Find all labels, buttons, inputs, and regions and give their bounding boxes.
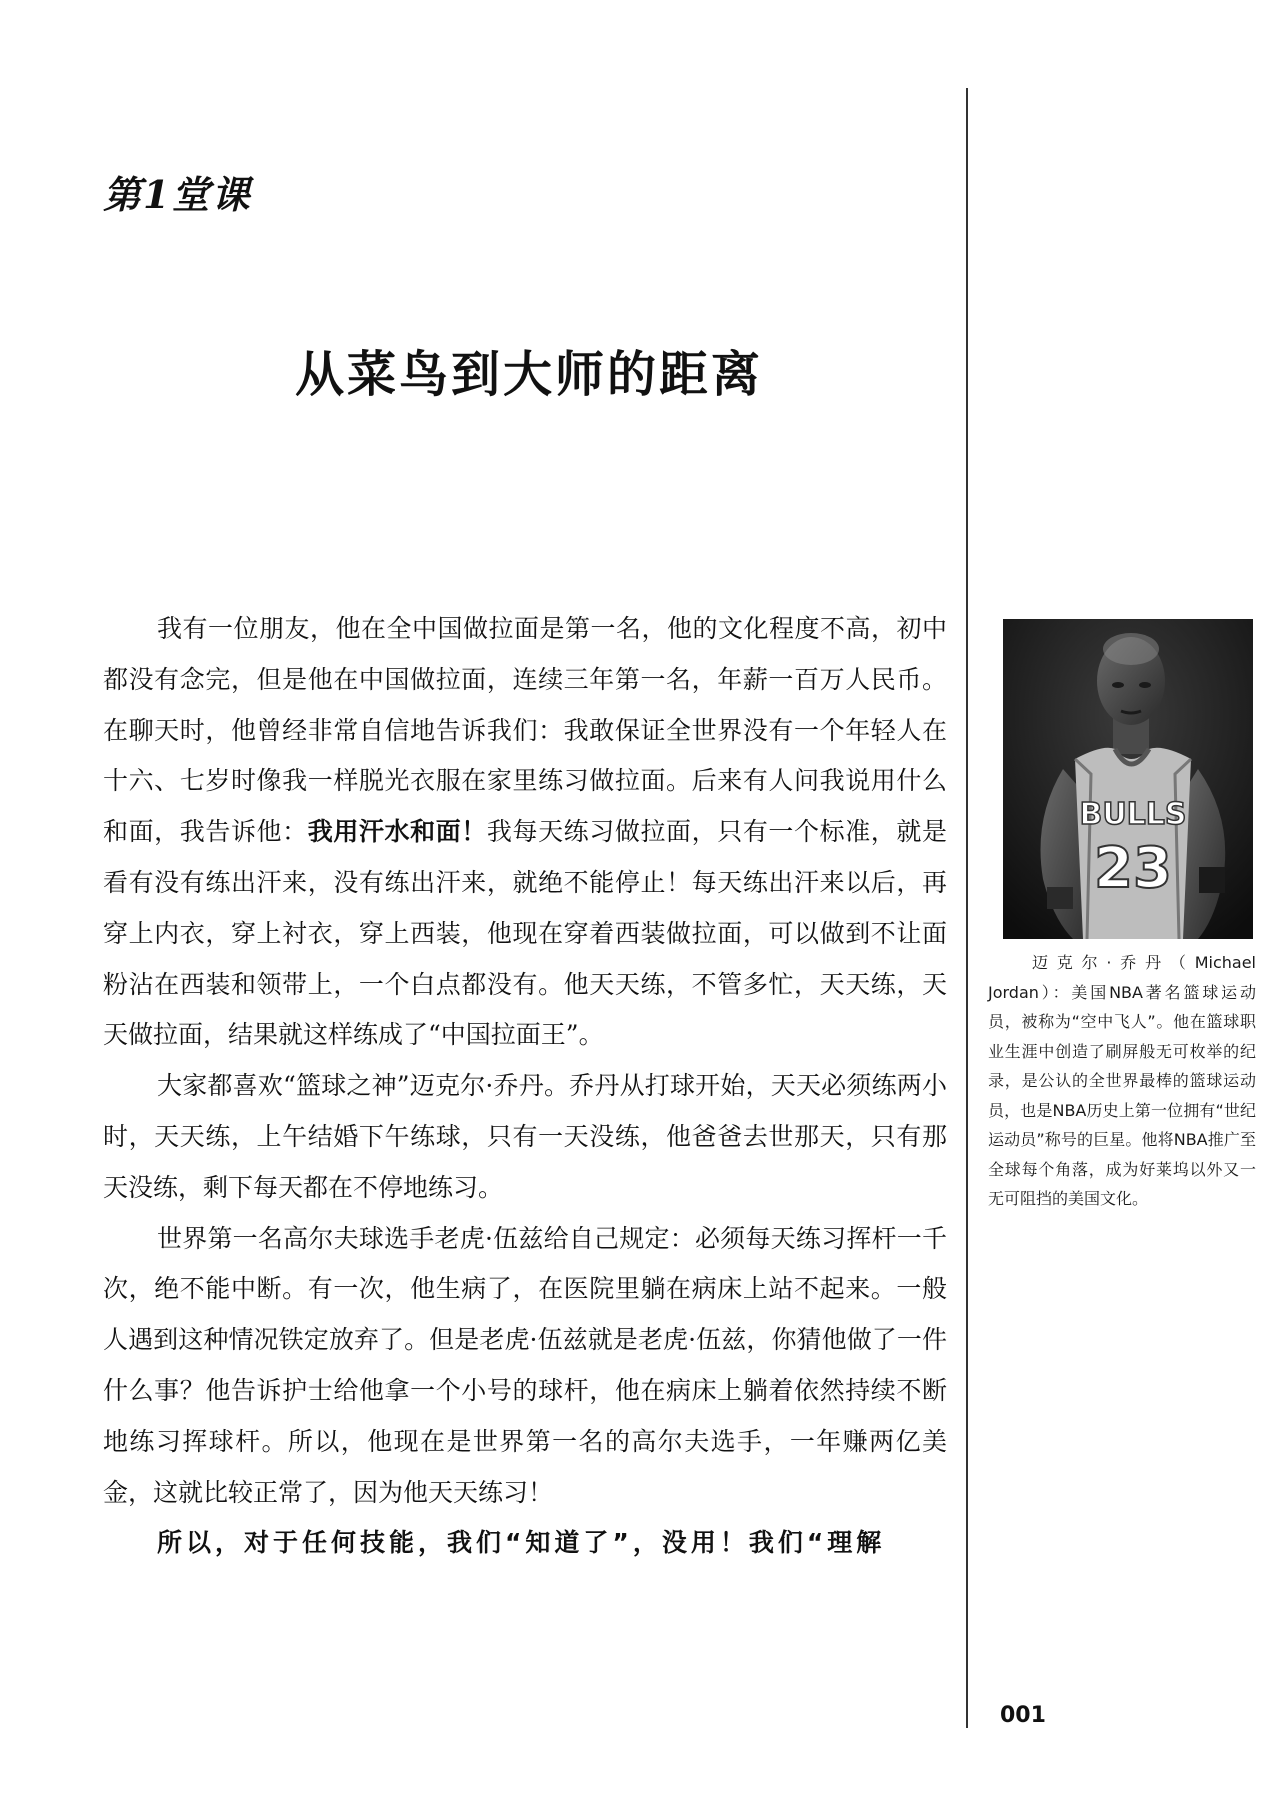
lesson-label: 第1堂课 xyxy=(103,172,252,217)
column-divider xyxy=(966,88,968,1728)
photo-caption xyxy=(988,948,1256,1214)
player-illustration xyxy=(1003,619,1253,939)
jersey-number-text: 23 xyxy=(1094,836,1172,901)
paragraph-1-text-b: 我每天练习做拉面，只有一个标准，就是看有没有练出汗来，没有练出汗来，就绝不能停止！每天练出汗来以后，再穿上内衣，穿上衬衣，穿上西装，他现在穿着西装做拉面，可以做到不让面粉沾在西装和领带上，一个白点都没有。他天天练，不管多忙，天天练，天天做拉面，结果就这样练成了“中国拉面王”。 xyxy=(103,817,947,1050)
michael-jordan-photo xyxy=(1003,619,1253,939)
paragraph-3: 世界第一名高尔夫球选手老虎·伍兹给自己规定：必须每天练习挥杆一千次，绝不能中断。有一次，他生病了，在医院里躺在病床上站不起来。一般人遇到这种情况铁定放弃了。但是老虎·伍兹就是老虎·伍兹，你猜他做了一件什么事？他告诉护士给他拿一个小号的球杆，他在病床上躺着依然持续不断地练习挥球杆。所以，他现在是世界第一名的高尔夫选手，一年赚两亿美金，这就比较正常了，因为他天天练习！ xyxy=(103,1223,947,1507)
chapter-title: 从菜鸟到大师的距离 xyxy=(295,346,764,403)
paragraph-1-text-a: 我有一位朋友，他在全中国做拉面是第一名，他的文化程度不高，初中都没有念完，但是他在中国做拉面，连续三年第一名，年薪一百万人民币。在聊天时，他曾经非常自信地告诉我们：我敢保证全世界没有一个年轻人在十六、七岁时像我一样脱光衣服在家里练习做拉面。后来有人问我说用什么和面，我告诉他： xyxy=(103,614,947,847)
main-text-column xyxy=(103,604,947,1569)
paragraph-2: 大家都喜欢“篮球之神”迈克尔·乔丹。乔丹从打球开始，天天必须练两小时，天天练，上午结婚下午练球，只有一天没练，他爸爸去世那天，只有那天没练，剩下每天都在不停地练习。 xyxy=(103,1071,947,1202)
caption-text: 迈克尔·乔丹（Michael Jordan）：美国NBA著名篮球运动员，被称为“空中飞人”。他在篮球职业生涯中创造了刷屏般无可枚举的纪录，是公认的全世界最棒的篮球运动员，也是NBA历史上第一位拥有“世纪运动员”称号的巨星。他将NBA推广至全球每个角落，成为好莱坞以外又一无可阻挡的美国文化。 xyxy=(988,953,1256,1208)
jersey-team-text: BULLS xyxy=(1079,797,1187,832)
paragraph-4: 所以，对于任何技能，我们“知道了”，没用！我们“理解 xyxy=(157,1528,886,1558)
paragraph-1 xyxy=(103,604,947,1061)
page-number: 001 xyxy=(1000,1703,1046,1728)
paragraph-1-emphasis: 我用汗水和面！ xyxy=(307,817,487,847)
